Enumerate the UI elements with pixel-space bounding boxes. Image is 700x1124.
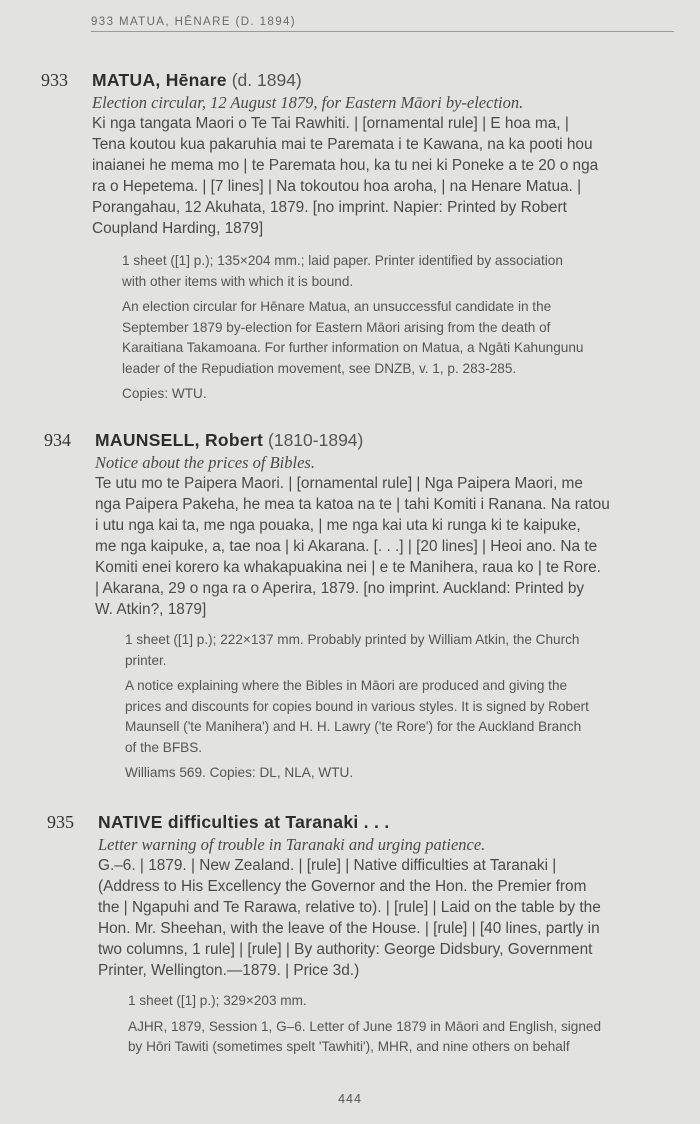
transcription-line: Te utu mo te Paipera Maori. | [ornamental rule] | Nga Paipera Maori, me [95, 475, 583, 492]
transcription-line: Printer, Wellington.—1879. | Price 3d.) [98, 962, 360, 979]
transcription-line: W. Atkin?, 1879] [95, 601, 207, 618]
transcription-line: Porangahau, 12 Akuhata, 1879. [no imprint. Napier: Printed by Robert [92, 199, 567, 216]
note-line: of the BFBS. [125, 739, 203, 755]
running-head: 933 MATUA, HĒNARE (D. 1894) [91, 16, 674, 32]
entry-name: MAUNSELL, Robert [95, 430, 264, 450]
entry-title: Election circular, 12 August 1879, for Eastern Māori by-election. [92, 93, 524, 112]
transcription-line: me nga kaipuke, a, tae noa | ki Akarana. [. . .] | [20 lines] | Heoi ano. Na te [95, 538, 598, 555]
note-line: 1 sheet ([1] p.); 222×137 mm. Probably printed by William Atkin, the Church [125, 632, 580, 647]
copies-line: Williams 569. Copies: DL, NLA, WTU. [125, 765, 354, 780]
transcription-line: inaianei he mema mo | te Paremata hou, ka tu nei ki Poneke a te 20 o nga [92, 157, 599, 174]
note-line: prices and discounts for copies bound in various styles. It is signed by Robert [125, 698, 589, 714]
transcription-line: ra o Hepetema. | [7 lines] | Na tokoutou hoa aroha, | na Henare Matua. | [92, 178, 582, 195]
transcription-line: G.–6. | 1879. | New Zealand. | [rule] | Native difficulties at Taranaki | [98, 857, 557, 874]
transcription-line: nga Paipera Pakeha, he mea ta katoa na te | tahi Komiti i Ranana. Na ratou [95, 496, 610, 513]
note-line: A notice explaining where the Bibles in Māori are produced and giving the [125, 678, 568, 693]
transcription-line: Ki nga tangata Maori o Te Tai Rawhiti. | [ornamental rule] | E hoa ma, | [92, 115, 569, 132]
entry-heading [98, 812, 678, 833]
note-line: 1 sheet ([1] p.); 135×204 mm.; laid paper. Printer identified by association [122, 253, 563, 268]
entry-number: 933 [41, 70, 68, 90]
entry-name: MATUA, Hēnare [92, 70, 227, 90]
note-line: An election circular for Hēnare Matua, an unsuccessful candidate in the [122, 299, 552, 314]
note-line: by Hōri Tawiti (sometimes spelt 'Tawhiti'), MHR, and nine others on behalf [128, 1039, 570, 1054]
entry-heading [95, 430, 675, 451]
transcription-line: two columns, 1 rule] | [rule] | By authority: George Didsbury, Government [98, 941, 593, 958]
note-line: Maunsell ('te Manihera') and H. H. Lawry ('te Rore') for the Auckland Branch [125, 719, 582, 734]
note-line: 1 sheet ([1] p.); 329×203 mm. [128, 993, 307, 1008]
note-line: Karaitiana Takamoana. For further information on Matua, a Ngāti Kahungunu [122, 340, 584, 355]
transcription-line: (Address to His Excellency the Governor and the Hon. the Premier from [98, 878, 587, 895]
transcription-line: Coupland Harding, 1879] [92, 220, 264, 237]
entry-number: 934 [44, 430, 71, 450]
entry-dates: (d. 1894) [231, 70, 302, 90]
entry-heading [92, 70, 675, 91]
page-number: 444 [338, 1092, 362, 1106]
entry-name: NATIVE difficulties at Taranaki . . . [98, 812, 390, 832]
transcription-line: Tena koutou kua pakaruhia mai te Paremata i te Kawana, na ka pooti hou [92, 136, 593, 153]
note-line: printer. [125, 652, 167, 668]
note-line: leader of the Repudiation movement, see DNZB, v. 1, p. 283-285. [122, 360, 517, 376]
transcription-line: Komiti enei korero ka whakapuakina nei | e te Manihera, raua ko | te Rore. [95, 559, 601, 576]
note-line: September 1879 by-election for Eastern Māori arising from the death of [122, 319, 551, 335]
copies-line: Copies: WTU. [122, 386, 207, 401]
note-line: AJHR, 1879, Session 1, G–6. Letter of June 1879 in Māori and English, signed [128, 1018, 602, 1034]
transcription-line: Hon. Mr. Sheehan, with the leave of the House. | [rule] | [40 lines, partly in [98, 920, 600, 937]
transcription-line: the | Ngapuhi and Te Rarawa, relative to). | [rule] | Laid on the table by the [98, 899, 601, 916]
transcription-line: | Akarana, 29 o nga ra o Aperira, 1879. [no imprint. Auckland: Printed by [95, 580, 585, 597]
note-line: with other items with which it is bound. [122, 273, 354, 289]
entry-dates: (1810-1894) [268, 430, 364, 450]
transcription-line: i utu nga kai ta, me nga pouaka, | me nga kai uta ki runga ki te kaipuke, [95, 517, 581, 534]
entry-title: Notice about the prices of Bibles. [95, 453, 315, 472]
entry-number: 935 [47, 812, 74, 832]
entry-title: Letter warning of trouble in Taranaki and urging patience. [98, 835, 486, 854]
